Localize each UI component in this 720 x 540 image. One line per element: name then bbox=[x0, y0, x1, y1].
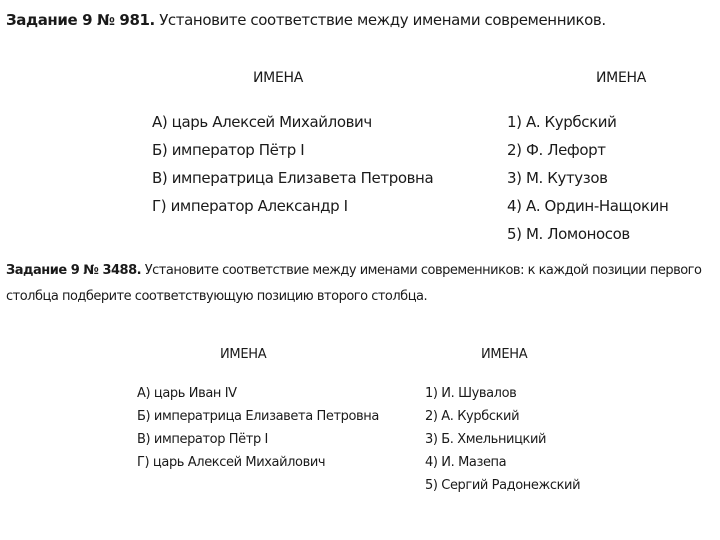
list-item: 1) И. Шувалов bbox=[425, 386, 517, 401]
list-item: 5) Сергий Радонежский bbox=[425, 478, 581, 493]
list-item: 4) А. Ордин-Нащокин bbox=[507, 197, 669, 215]
task-instruction: Установите соответствие между именами современников: к каждой позиции первого столбца подберите соответствующую позицию второго столбца. bbox=[6, 263, 702, 304]
left-column-header: ИМЕНА bbox=[253, 70, 304, 86]
task-number: Задание 9 № 3488. bbox=[6, 263, 142, 278]
list-item: 4) И. Мазепа bbox=[425, 455, 507, 470]
list-item: 3) Б. Хмельницкий bbox=[425, 432, 547, 447]
task-number: Задание 9 № 981. bbox=[6, 11, 155, 29]
right-column-header: ИМЕНА bbox=[481, 347, 528, 362]
list-item: 5) М. Ломоносов bbox=[507, 225, 630, 243]
task-heading bbox=[6, 10, 606, 30]
list-item: 2) Ф. Лефорт bbox=[507, 141, 606, 159]
list-item: А) царь Иван IV bbox=[137, 386, 237, 401]
list-item: Г) царь Алексей Михайлович bbox=[137, 455, 326, 470]
list-item: 3) М. Кутузов bbox=[507, 169, 608, 187]
right-column-list bbox=[425, 382, 580, 497]
list-item: Г) император Александр I bbox=[152, 197, 348, 215]
list-item: В) императрица Елизавета Петровна bbox=[152, 169, 434, 187]
list-item: 2) А. Курбский bbox=[425, 409, 520, 424]
left-column-header: ИМЕНА bbox=[220, 347, 267, 362]
left-column-list bbox=[137, 382, 379, 474]
left-column-list bbox=[152, 108, 433, 220]
list-item: В) император Пётр I bbox=[137, 432, 268, 447]
list-item: 1) А. Курбский bbox=[507, 113, 617, 131]
list-item: А) царь Алексей Михайлович bbox=[152, 113, 372, 131]
list-item: Б) императрица Елизавета Петровна bbox=[137, 409, 379, 424]
right-column-list bbox=[507, 108, 668, 248]
list-item: Б) император Пётр I bbox=[152, 141, 305, 159]
task-heading bbox=[6, 258, 712, 310]
right-column-header: ИМЕНА bbox=[596, 70, 647, 86]
task-instruction: Установите соответствие между именами современников. bbox=[154, 11, 606, 29]
